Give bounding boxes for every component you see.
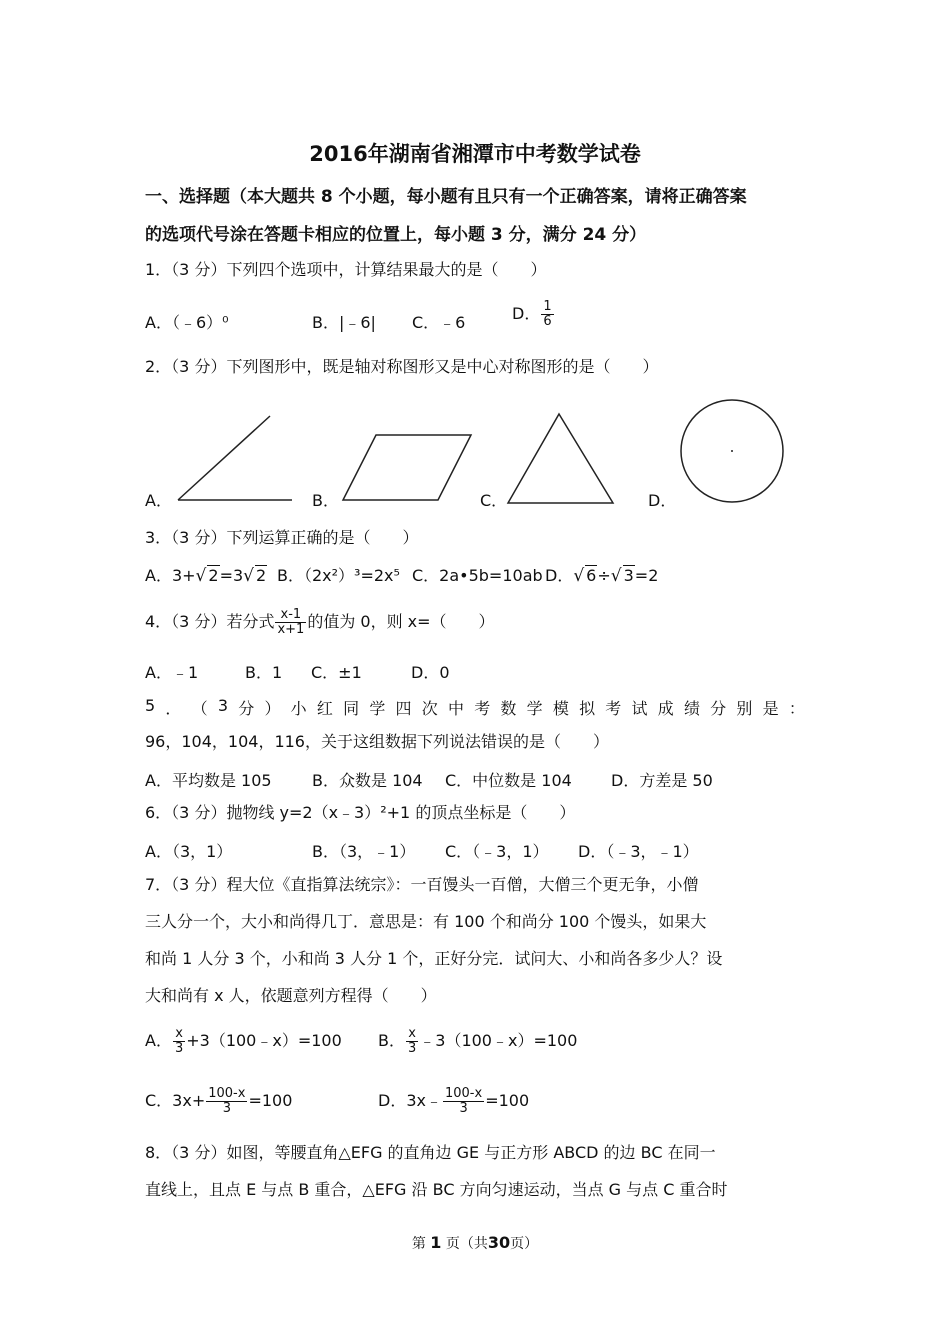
- q1-d-numerator: 1: [543, 299, 552, 314]
- q7-stem-line2: 三人分一个，大小和尚得几丁．意思是：有 100 个和尚分 100 个馒头，如果大: [145, 912, 707, 931]
- q6-option-a: A．（3，1）: [145, 842, 233, 861]
- q1-d-denominator: 6: [543, 314, 552, 329]
- section-heading-line1: 一、选择题（本大题共 8 个小题，每小题有且只有一个正确答案，请将正确答案: [145, 187, 747, 207]
- footer-mid: 页（共: [445, 1236, 488, 1252]
- q5-line1-char: 红: [316, 699, 333, 718]
- q4-denominator: x+1: [277, 622, 305, 637]
- q2-stem: 2．（3 分）下列图形中，既是轴对称图形又是中心对称图形的是（ ）: [145, 357, 659, 376]
- q5-line1-char: 分: [238, 699, 255, 718]
- q1-stem: 1．（3 分）下列四个选项中，计算结果最大的是（ ）: [145, 260, 547, 279]
- q7-a-text: +3（100﹣x）=100: [186, 1031, 342, 1050]
- q1-option-d-label: D．: [512, 304, 541, 323]
- q5-line1-char: 考: [474, 699, 491, 718]
- q5-line1-char: 3: [217, 696, 229, 715]
- q7-b-label: B．: [378, 1031, 405, 1050]
- q4-stem-pre: 4．（3 分）若分式: [145, 612, 275, 631]
- radical-icon: √: [195, 566, 207, 586]
- q4-option-d: D．0: [411, 663, 450, 682]
- q7-option-b: [378, 1027, 577, 1056]
- q5-line1-char: 试: [631, 699, 648, 718]
- q3-d-label: D．: [545, 566, 574, 585]
- q4-stem: [145, 604, 495, 640]
- q1-option-d: [512, 300, 555, 329]
- q5-line1-char: 同: [343, 699, 360, 718]
- q2-option-b: B．: [312, 491, 339, 510]
- q5-option-d: D．方差是 50: [611, 771, 713, 790]
- q5-line1-char: 别: [736, 699, 753, 718]
- q4-numerator: x-1: [275, 608, 306, 623]
- q3-a-radicand2: 2: [256, 566, 267, 585]
- q7-c-text: =100: [248, 1091, 293, 1110]
- q5-line1-char: 分: [710, 699, 727, 718]
- q5-line1-char: 小: [290, 699, 307, 718]
- q1-option-b: B．|﹣6|: [312, 313, 376, 332]
- q7-a-denominator: 3: [174, 1041, 184, 1056]
- q6-option-b: B．（3，﹣1）: [312, 842, 416, 861]
- q5-line1-char: 次: [421, 699, 438, 718]
- q5-line1-char: 模: [552, 699, 569, 718]
- q3-d-radicand2: 3: [623, 566, 634, 585]
- q2-figure-triangle: [505, 410, 620, 507]
- q7-stem-line1: 7．（3 分）程大位《直指算法统宗》：一百馒头一百僧，大僧三个更无争，小僧: [145, 875, 699, 894]
- q7-d-numerator: 100-x: [444, 1086, 483, 1101]
- footer-post: 页）: [510, 1236, 539, 1252]
- q7-stem-line4: 大和尚有 x 人，依题意列方程得（ ）: [145, 986, 437, 1005]
- q2-option-a: A．: [145, 491, 172, 510]
- q5-option-c: C．中位数是 104: [445, 771, 572, 790]
- q3-option-d: [545, 563, 658, 586]
- q2-figure-circle: [677, 397, 787, 507]
- q7-a-label: A．: [145, 1031, 172, 1050]
- page-footer: [0, 1233, 950, 1253]
- q5-stem-line1: [145, 696, 805, 719]
- q2-option-c: C．: [480, 491, 508, 510]
- radical-icon: √: [573, 566, 585, 586]
- q4-stem-post: 的值为 0，则 x=（ ）: [307, 612, 495, 631]
- q7-b-denominator: 3: [407, 1041, 417, 1056]
- q5-line1-char: 是: [762, 699, 779, 718]
- q3-d-divide: ÷: [597, 566, 611, 585]
- q5-line1-char: 四: [395, 699, 412, 718]
- q5-option-b: B．众数是 104: [312, 771, 423, 790]
- footer-pre: 第: [411, 1236, 426, 1252]
- q6-stem: 6．（3 分）抛物线 y=2（x﹣3）²+1 的顶点坐标是（ ）: [145, 803, 576, 822]
- q7-option-c: [145, 1087, 292, 1116]
- q1-option-a: A．（﹣6）⁰: [145, 313, 229, 332]
- q7-b-numerator: x: [406, 1027, 418, 1042]
- q7-a-numerator: x: [173, 1027, 185, 1042]
- q5-line1-char: 5: [145, 696, 156, 715]
- q7-c-label: C．3x+: [145, 1091, 206, 1110]
- q7-c-numerator: 100-x: [208, 1086, 246, 1101]
- q7-stem-line3: 和尚 1 人分 3 个，小和尚 3 人分 1 个，正好分完．试问大、小和尚各多少人？设: [145, 949, 723, 968]
- q3-option-b: B．（2x²）³=2x⁵: [277, 566, 400, 585]
- q3-a-radicand: 2: [208, 566, 219, 585]
- q5-line1-char: ．: [165, 699, 182, 718]
- q8-stem-line2: 直线上，且点 E 与点 B 重合，△EFG 沿 BC 方向匀速运动，当点 G 与点 C 重合时: [145, 1180, 728, 1199]
- q4-option-c: C．±1: [311, 663, 362, 682]
- q7-d-text: =100: [485, 1091, 530, 1110]
- radical-icon: √: [610, 566, 622, 586]
- q3-d-result: =2: [634, 566, 659, 585]
- q3-stem: 3．（3 分）下列运算正确的是（ ）: [145, 528, 419, 547]
- q4-option-b: B．1: [245, 663, 283, 682]
- q6-option-c: C．（﹣3，1）: [445, 842, 549, 861]
- q4-option-a: A．﹣1: [145, 663, 199, 682]
- q5-line1-char: 学: [369, 699, 386, 718]
- q8-stem-line1: 8．（3 分）如图，等腰直角△EFG 的直角边 GE 与正方形 ABCD 的边 BC 在同一: [145, 1143, 716, 1162]
- footer-total-pages: 30: [487, 1233, 511, 1252]
- q5-line1-char: ）: [264, 699, 281, 718]
- q5-line1-char: 拟: [579, 699, 596, 718]
- q6-option-d: D．（﹣3，﹣1）: [578, 842, 699, 861]
- q2-figure-parallelogram: [338, 430, 478, 505]
- q3-d-radicand1: 6: [586, 566, 597, 585]
- q5-stem-line2: 96，104，104，116，关于这组数据下列说法错误的是（ ）: [145, 732, 609, 751]
- q5-line1-char: 考: [605, 699, 622, 718]
- q2-figure-angle: [170, 412, 300, 507]
- footer-page-number: 1: [430, 1233, 442, 1252]
- q3-a-text2: =3: [219, 566, 244, 585]
- q5-line1-char: 学: [526, 699, 543, 718]
- page-title: 2016年湖南省湘潭市中考数学试卷: [309, 142, 641, 166]
- q5-line1-char: （: [191, 699, 208, 718]
- q5-line1-char: 中: [447, 699, 464, 718]
- section-heading-line2: 的选项代号涂在答题卡相应的位置上，每小题 3 分，满分 24 分）: [145, 225, 647, 245]
- q2-option-d: D．: [648, 491, 677, 510]
- q5-line1-char: 成: [657, 699, 674, 718]
- q7-d-label: D．3x﹣: [378, 1091, 442, 1110]
- q5-line1-char: 数: [500, 699, 517, 718]
- q7-c-denominator: 3: [222, 1101, 231, 1116]
- radical-icon: √: [243, 566, 255, 586]
- q7-option-a: [145, 1027, 342, 1056]
- q5-line1-char: ：: [788, 699, 805, 718]
- q7-option-d: [378, 1087, 529, 1116]
- q5-option-a: A．平均数是 105: [145, 771, 272, 790]
- q3-a-text: A．3+: [145, 566, 196, 585]
- q7-d-denominator: 3: [459, 1101, 468, 1116]
- q7-b-text: ﹣3（100﹣x）=100: [419, 1031, 578, 1050]
- q5-line1-char: 绩: [683, 699, 700, 718]
- q3-option-c: C．2a•5b=10ab: [412, 566, 543, 585]
- q3-option-a: [145, 563, 267, 586]
- q1-option-c: C．﹣6: [412, 313, 466, 332]
